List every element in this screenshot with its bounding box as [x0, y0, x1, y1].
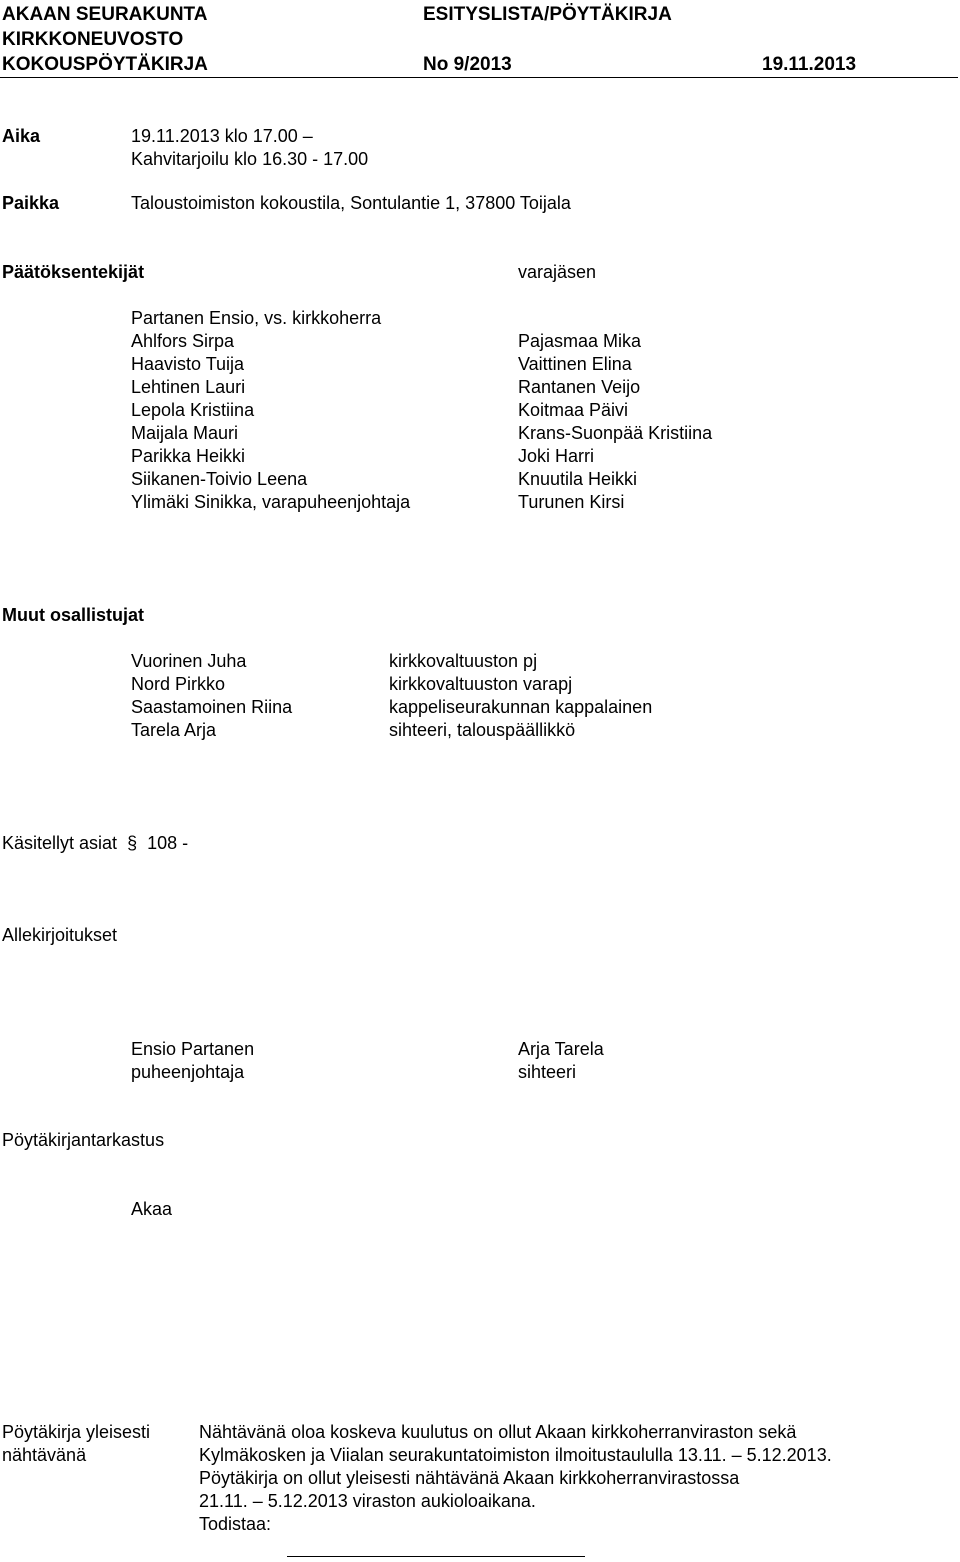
list-item: Tarela Arja	[131, 720, 217, 740]
secretary-name: Arja Tarela	[518, 1039, 604, 1059]
list-item: Haavisto Tuija	[131, 354, 245, 374]
list-item: Knuutila Heikki	[518, 469, 638, 489]
list-item: kirkkovaltuuston pj	[389, 651, 538, 671]
list-item: Ahlfors Sirpa	[131, 331, 235, 351]
list-item: Maijala Mauri	[131, 423, 239, 443]
public-line: Nähtävänä oloa koskeva kuulutus on ollut Akaan kirkkoherranviraston sekä	[199, 1422, 797, 1442]
document-number: No 9/2013	[423, 54, 512, 75]
coffee-time: Kahvitarjoilu klo 16.30 - 17.00	[131, 149, 369, 169]
secretary-role: sihteeri	[518, 1062, 577, 1082]
list-item: Lepola Kristiina	[131, 400, 255, 420]
public-line: 21.11. – 5.12.2013 viraston aukioloaikana.	[199, 1491, 536, 1511]
signatures-label: Allekirjoitukset	[2, 925, 118, 945]
others-roles	[389, 650, 652, 742]
others-names	[131, 650, 292, 742]
review-label: Pöytäkirjantarkastus	[2, 1130, 165, 1150]
list-item: Partanen Ensio, vs. kirkkoherra	[131, 308, 382, 328]
list-item: kirkkovaltuuston varapj	[389, 674, 573, 694]
document-date: 19.11.2013	[762, 54, 857, 75]
section-icon: §	[122, 833, 143, 853]
public-label-line2: nähtävänä	[2, 1445, 87, 1465]
list-item: kappeliseurakunnan kappalainen	[389, 697, 653, 717]
list-item: Vuorinen Juha	[131, 651, 247, 671]
deputy-header: varajäsen	[518, 262, 597, 282]
chair-name: Ensio Partanen	[131, 1039, 255, 1059]
items-label-text: Käsitellyt asiat	[2, 833, 118, 853]
list-item: Krans-Suonpää Kristiina	[518, 423, 713, 443]
chair-role: puheenjohtaja	[131, 1062, 245, 1082]
signature-line	[287, 1556, 585, 1557]
list-item: Saastamoinen Riina	[131, 697, 293, 717]
list-item: Nord Pirkko	[131, 674, 226, 694]
list-item: Ylimäki Sinikka, varapuheenjohtaja	[131, 492, 411, 512]
review-place: Akaa	[131, 1199, 173, 1219]
decision-makers-label: Päätöksentekijät	[2, 262, 145, 282]
time-label: Aika	[2, 126, 41, 146]
list-item: Koitmaa Päivi	[518, 400, 629, 420]
others-label: Muut osallistujat	[2, 605, 145, 625]
deputies-list	[518, 330, 712, 514]
place-value: Taloustoimiston kokoustila, Sontulantie 1, 37800 Toijala	[131, 193, 571, 213]
document-type: KOKOUSPÖYTÄKIRJA	[2, 54, 208, 75]
members-list	[131, 307, 410, 514]
list-item: Vaittinen Elina	[518, 354, 632, 374]
list-item: Joki Harri	[518, 446, 595, 466]
org-name: AKAAN SEURAKUNTA	[2, 4, 208, 25]
public-line: Pöytäkirja on ollut yleisesti nähtävänä Akaan kirkkoherranvirastossa	[199, 1468, 740, 1488]
public-line: Todistaa:	[199, 1514, 272, 1534]
time-value: 19.11.2013 klo 17.00 –	[131, 126, 313, 146]
list-item: Lehtinen Lauri	[131, 377, 246, 397]
list-item: Turunen Kirsi	[518, 492, 625, 512]
place-label: Paikka	[2, 193, 60, 213]
body-name: KIRKKONEUVOSTO	[2, 29, 184, 50]
public-text	[199, 1421, 832, 1536]
list-item: sihteeri, talouspäällikkö	[389, 720, 576, 740]
public-line: Kylmäkosken ja Viialan seurakuntatoimiston ilmoitustaululla 13.11. – 5.12.2013.	[199, 1445, 832, 1465]
items-label	[2, 832, 188, 854]
public-label-line1: Pöytäkirja yleisesti	[2, 1422, 151, 1442]
list-item: Pajasmaa Mika	[518, 331, 642, 351]
header-rule	[0, 77, 958, 78]
list-item: Siikanen-Toivio Leena	[131, 469, 308, 489]
document-kind: ESITYSLISTA/PÖYTÄKIRJA	[423, 4, 672, 25]
items-value: 108 -	[147, 833, 189, 853]
list-item: Parikka Heikki	[131, 446, 246, 466]
list-item: Rantanen Veijo	[518, 377, 641, 397]
